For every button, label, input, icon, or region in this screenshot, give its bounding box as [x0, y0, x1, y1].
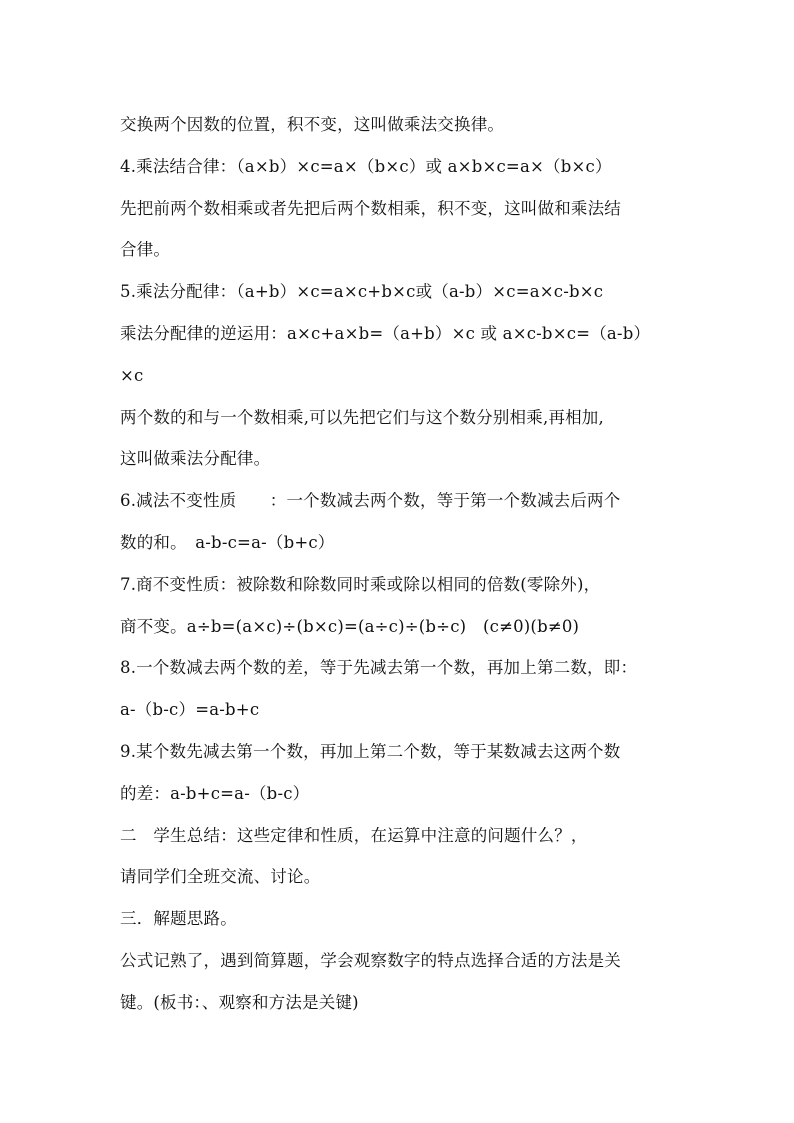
- text-line: 请同学们全班交流、讨论。: [120, 867, 321, 887]
- text-line: 键。(板书：、观察和方法是关键): [120, 992, 359, 1012]
- text-line: 二 学生总结：这些定律和性质，在运算中注意的问题什么？，: [120, 825, 588, 845]
- text-line: 乘法分配律的逆运用：a×c+a×b=（a+b）×c 或 a×c-b×c=（a-b）: [120, 323, 651, 343]
- text-line: 公式记熟了，遇到简算题，学会观察数字的特点选择合适的方法是关: [120, 950, 621, 970]
- text-line: 9.某个数先减去第一个数，再加上第二个数，等于某数减去这两个数: [120, 741, 621, 761]
- text-line: 三．解题思路。: [120, 909, 237, 929]
- text-line: 8.一个数减去两个数的差，等于先减去第一个数，再加上第二数，即：: [120, 658, 638, 678]
- text-line: ×c: [120, 365, 144, 385]
- text-line: 先把前两个数相乘或者先把后两个数相乘，积不变，这叫做和乘法结: [120, 198, 621, 218]
- text-line: 两个数的和与一个数相乘,可以先把它们与这个数分别相乘,再相加,: [120, 407, 604, 427]
- text-line: 合律。: [120, 240, 171, 260]
- text-line: 这叫做乘法分配律。: [120, 449, 271, 469]
- text-line: 商不变。a÷b=(a×c)÷(b×c)=(a÷c)÷(b÷c) (c≠0)(b≠0): [120, 616, 580, 636]
- text-line: 数的和。 a-b-c=a-（b+c）: [120, 532, 335, 552]
- text-line: 5.乘法分配律：（a+b）×c=a×c+b×c或（a-b）×c=a×c-b×c: [120, 282, 604, 302]
- text-line: 4.乘法结合律：（a×b）×c=a×（b×c）或 a×b×c=a×（b×c）: [120, 156, 612, 176]
- text-line: a-（b-c）=a-b+c: [120, 700, 260, 720]
- text-line: 的差：a-b+c=a-（b-c）: [120, 783, 310, 803]
- text-line: 6.减法不变性质 ：一个数减去两个数，等于第一个数减去后两个: [120, 491, 621, 511]
- document-body: [120, 104, 690, 1024]
- text-line: 交换两个因数的位置，积不变，这叫做乘法交换律。: [120, 115, 505, 134]
- text-line: 7.商不变性质：被除数和除数同时乘或除以相同的倍数(零除外)，: [120, 574, 601, 594]
